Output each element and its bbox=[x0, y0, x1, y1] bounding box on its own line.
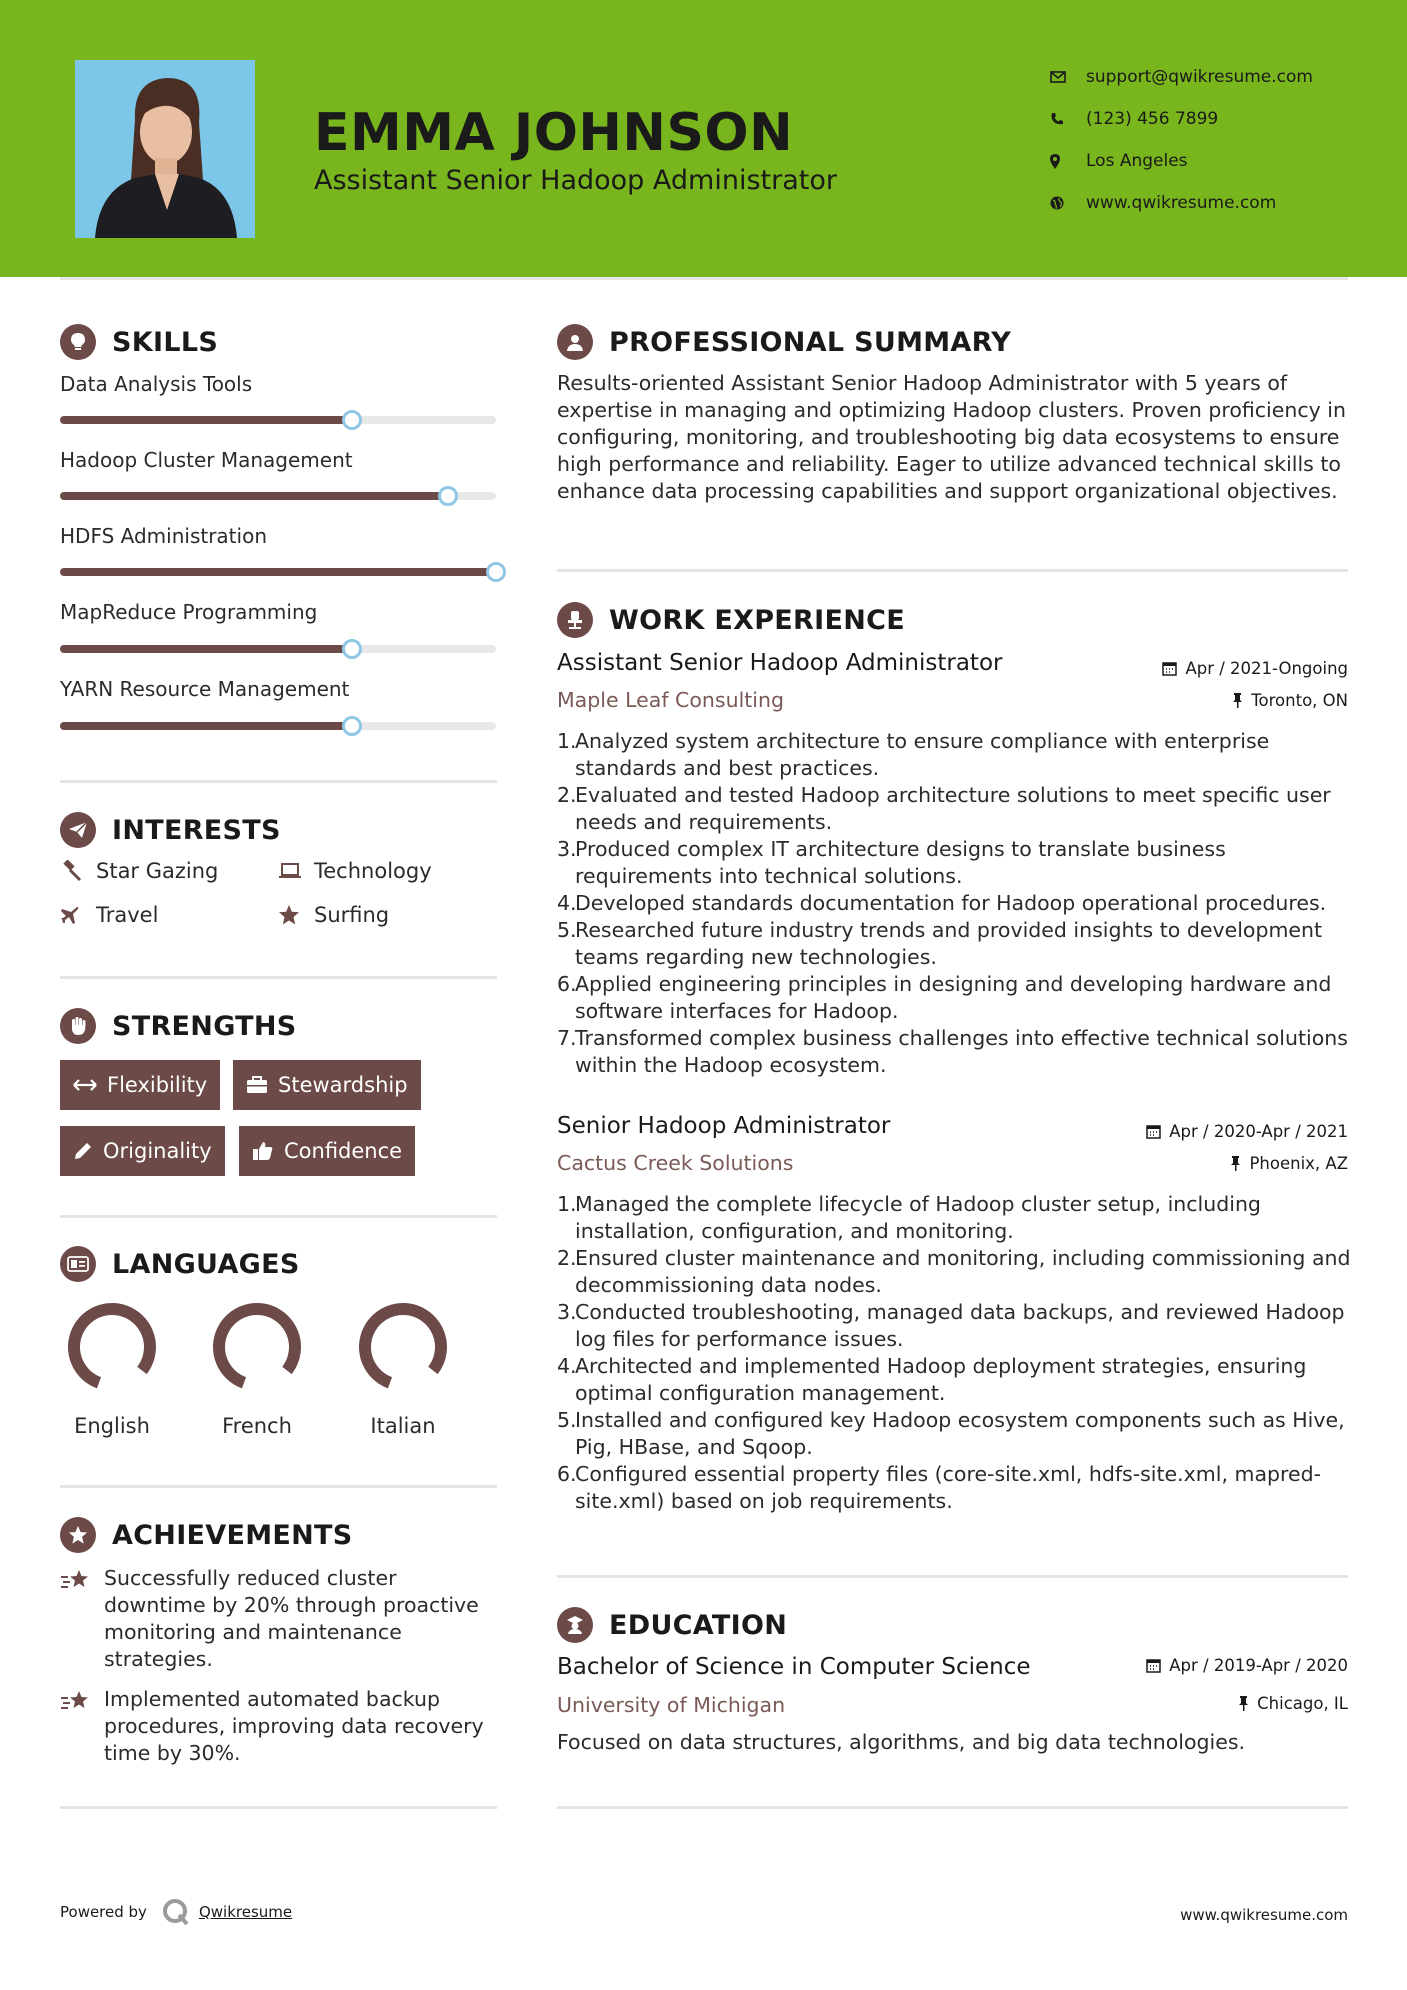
contact-location bbox=[1050, 140, 1313, 182]
degree-title: Bachelor of Science in Computer Science bbox=[557, 1654, 1031, 1680]
job-bullets bbox=[557, 1191, 1357, 1515]
list-item: 6. Configured essential property files (core-site.xml, hdfs-site.xml, mapred-site.xml) based on job requirements. bbox=[557, 1461, 1357, 1515]
bullet-text: Architected and implemented Hadoop deployment strategies, ensuring optimal configuration management. bbox=[575, 1354, 1307, 1405]
skill-bar bbox=[60, 492, 496, 500]
achievement-item bbox=[60, 1686, 500, 1767]
section-divider bbox=[60, 1215, 497, 1218]
skill-bar-fill bbox=[60, 492, 448, 500]
list-item: 7. Transformed complex business challenges into effective technical solutions within the Hadoop ecosystem. bbox=[557, 1025, 1357, 1079]
list-item: 4. Developed standards documentation for Hadoop operational procedures. bbox=[557, 891, 1327, 915]
skill-bar-knob bbox=[342, 410, 362, 430]
skills-title: SKILLS bbox=[112, 326, 219, 358]
skill-label: Hadoop Cluster Management bbox=[60, 448, 353, 472]
fist-icon bbox=[60, 1008, 96, 1044]
language-label: French bbox=[222, 1414, 292, 1438]
bullet-text: Analyzed system architecture to ensure compliance with enterprise standards and best practices. bbox=[575, 729, 1270, 780]
skill-bar-knob bbox=[438, 486, 458, 506]
job-company: Cactus Creek Solutions bbox=[557, 1151, 794, 1175]
bullet-text: Installed and configured key Hadoop ecosystem components such as Hive, Pig, HBase, and Sqoop. bbox=[575, 1408, 1345, 1459]
skill-bar-fill bbox=[60, 416, 352, 424]
work-title: WORK EXPERIENCE bbox=[609, 604, 905, 636]
skill-bar bbox=[60, 722, 496, 730]
phone-text: (123) 456 7899 bbox=[1086, 109, 1219, 129]
list-item: 1. Managed the complete lifecycle of Hadoop cluster setup, including installation, configuration, and monitoring. bbox=[557, 1191, 1357, 1245]
section-divider bbox=[557, 1806, 1348, 1809]
website-link[interactable]: www.qwikresume.com bbox=[1086, 193, 1277, 213]
header-divider bbox=[60, 277, 1348, 280]
section-divider bbox=[60, 780, 497, 783]
contact-list bbox=[1050, 56, 1313, 224]
interest-label: Surfing bbox=[314, 903, 390, 927]
education-date bbox=[1146, 1656, 1348, 1675]
list-item: 6. Applied engineering principles in designing and developing hardware and software interfaces for Hadoop. bbox=[557, 971, 1357, 1025]
graduate-icon bbox=[557, 1607, 593, 1643]
interest-label: Travel bbox=[96, 903, 159, 927]
bullet-text: Evaluated and tested Hadoop architecture solutions to meet specific user needs and requirements. bbox=[575, 783, 1331, 834]
skills-heading bbox=[60, 324, 218, 360]
lightbulb-icon bbox=[60, 324, 96, 360]
interests-heading bbox=[60, 812, 281, 848]
skill-bar bbox=[60, 568, 496, 576]
skill-bar-fill bbox=[60, 722, 352, 730]
candidate-name: EMMA JOHNSON bbox=[314, 103, 794, 163]
languages-heading bbox=[60, 1246, 300, 1282]
bullet-text: Conducted troubleshooting, managed data backups, and reviewed Hadoop log files for performance issues. bbox=[575, 1300, 1345, 1351]
bullet-text: Produced complex IT architecture designs to translate business requirements into technical solutions. bbox=[575, 837, 1226, 888]
strength-label: Confidence bbox=[284, 1139, 403, 1163]
skill-bar bbox=[60, 416, 496, 424]
header-banner bbox=[0, 0, 1407, 277]
footer-powered-by bbox=[60, 1897, 292, 1927]
job-title: Assistant Senior Hadoop Administrator bbox=[557, 650, 1003, 676]
list-item: 4. Architected and implemented Hadoop deployment strategies, ensuring optimal configuration management. bbox=[557, 1353, 1357, 1407]
language-item bbox=[57, 1300, 167, 1438]
map-pin-icon bbox=[1050, 154, 1086, 169]
strength-label: Stewardship bbox=[278, 1073, 408, 1097]
section-divider bbox=[60, 1806, 497, 1809]
achievement-text: Successfully reduced cluster downtime by 20% through proactive monitoring and maintenance strategies. bbox=[104, 1566, 479, 1671]
candidate-title: Assistant Senior Hadoop Administrator bbox=[314, 165, 837, 196]
globe-icon bbox=[1050, 196, 1086, 210]
contact-phone bbox=[1050, 98, 1313, 140]
laptop-icon bbox=[278, 862, 308, 880]
contact-email bbox=[1050, 56, 1313, 98]
list-item: 2. Evaluated and tested Hadoop architecture solutions to meet specific user needs and requirements. bbox=[557, 782, 1357, 836]
skill-label: HDFS Administration bbox=[60, 524, 267, 548]
calendar-icon bbox=[1146, 1658, 1161, 1673]
education-heading bbox=[557, 1607, 787, 1643]
strength-tag bbox=[239, 1126, 415, 1176]
achievement-item bbox=[60, 1565, 500, 1673]
languages-title: LANGUAGES bbox=[112, 1248, 300, 1280]
star-icon bbox=[278, 904, 308, 926]
arrows-horizontal-icon bbox=[73, 1079, 97, 1091]
pushpin-icon bbox=[1230, 1156, 1241, 1171]
interest-label: Technology bbox=[314, 859, 432, 883]
job-location bbox=[1232, 691, 1348, 710]
star-badge-icon bbox=[60, 1517, 96, 1553]
language-ring bbox=[65, 1300, 159, 1394]
footer-website-link[interactable]: www.qwikresume.com bbox=[1180, 1906, 1348, 1924]
contact-website bbox=[1050, 182, 1313, 224]
job-bullets bbox=[557, 728, 1357, 1079]
gavel-icon bbox=[60, 860, 90, 882]
achievements-title: ACHIEVEMENTS bbox=[112, 1519, 353, 1551]
list-item: 3. Produced complex IT architecture designs to translate business requirements into technical solutions. bbox=[557, 836, 1357, 890]
job-date-text: Apr / 2020-Apr / 2021 bbox=[1169, 1122, 1348, 1141]
language-item bbox=[348, 1300, 458, 1438]
work-heading bbox=[557, 602, 905, 638]
section-divider bbox=[60, 1485, 497, 1488]
skill-bar-knob bbox=[342, 716, 362, 736]
education-title: EDUCATION bbox=[609, 1609, 788, 1641]
skill-label: MapReduce Programming bbox=[60, 600, 318, 624]
language-label: Italian bbox=[370, 1414, 436, 1438]
office-chair-icon bbox=[557, 602, 593, 638]
language-card-icon bbox=[60, 1246, 96, 1282]
skill-label: YARN Resource Management bbox=[60, 677, 350, 701]
list-item: 1. Analyzed system architecture to ensure compliance with enterprise standards and best practices. bbox=[557, 728, 1357, 782]
user-icon bbox=[557, 324, 593, 360]
list-item: 5. Researched future industry trends and provided insights to development teams regarding new technologies. bbox=[557, 917, 1357, 971]
calendar-icon bbox=[1146, 1124, 1161, 1139]
section-divider bbox=[557, 569, 1348, 572]
skill-bar-knob bbox=[342, 639, 362, 659]
summary-title: PROFESSIONAL SUMMARY bbox=[609, 326, 1012, 358]
bullet-text: Transformed complex business challenges into effective technical solutions within the Hadoop ecosystem. bbox=[575, 1026, 1348, 1077]
bullet-text: Configured essential property files (core-site.xml, hdfs-site.xml, mapred-site.xml) based on job requirements. bbox=[575, 1462, 1322, 1513]
skill-bar-fill bbox=[60, 645, 352, 653]
paper-plane-icon bbox=[60, 812, 96, 848]
skill-bar-fill bbox=[60, 568, 496, 576]
strength-tag bbox=[233, 1060, 421, 1110]
skill-label: Data Analysis Tools bbox=[60, 372, 253, 396]
school-name: University of Michigan bbox=[557, 1693, 786, 1717]
skill-bar bbox=[60, 645, 496, 653]
achievements-heading bbox=[60, 1517, 353, 1553]
skill-bar-knob bbox=[486, 562, 506, 582]
job-location-text: Toronto, ON bbox=[1251, 691, 1348, 710]
phone-icon bbox=[1050, 112, 1086, 126]
bullet-text: Developed standards documentation for Hadoop operational procedures. bbox=[575, 891, 1327, 915]
language-label: English bbox=[74, 1414, 150, 1438]
calendar-icon bbox=[1162, 661, 1177, 676]
envelope-icon bbox=[1050, 71, 1086, 83]
list-item: 2. Ensured cluster maintenance and monitoring, including commissioning and decommissioning data nodes. bbox=[557, 1245, 1357, 1299]
location-text: Los Angeles bbox=[1086, 151, 1188, 171]
language-item bbox=[202, 1300, 312, 1438]
education-description: Focused on data structures, algorithms, and big data technologies. bbox=[557, 1730, 1246, 1754]
language-ring bbox=[210, 1300, 304, 1394]
job-company: Maple Leaf Consulting bbox=[557, 688, 785, 712]
pencil-icon bbox=[73, 1141, 93, 1161]
job-title: Senior Hadoop Administrator bbox=[557, 1113, 891, 1139]
job-location bbox=[1230, 1154, 1348, 1173]
list-item: 3. Conducted troubleshooting, managed data backups, and reviewed Hadoop log files for performance issues. bbox=[557, 1299, 1357, 1353]
interest-label: Star Gazing bbox=[96, 859, 219, 883]
strength-tag bbox=[60, 1126, 225, 1176]
section-divider bbox=[557, 1575, 1348, 1578]
summary-heading bbox=[557, 324, 1011, 360]
powered-by-text: Powered by bbox=[60, 1903, 147, 1921]
strengths-title: STRENGTHS bbox=[112, 1010, 297, 1042]
bullet-text: Applied engineering principles in designing and developing hardware and software interfaces for Hadoop. bbox=[575, 972, 1332, 1023]
summary-text: Results-oriented Assistant Senior Hadoop Administrator with 5 years of expertise in managing and optimizing Hadoop clusters. Proven proficiency in configuring, monitoring, and troubleshooting big data ecosystems to ensure high performance and reliability. Eager to utilize advanced technical skills to enhance data processing capabilities and support organizational objectives. bbox=[557, 371, 1346, 503]
thumbs-up-icon bbox=[252, 1141, 274, 1161]
strength-label: Originality bbox=[103, 1139, 212, 1163]
interest-item bbox=[60, 859, 218, 883]
section-divider bbox=[60, 976, 497, 979]
job-date-text: Apr / 2021-Ongoing bbox=[1185, 659, 1348, 678]
achievement-text: Implemented automated backup procedures, improving data recovery time by 30%. bbox=[104, 1687, 484, 1765]
pushpin-icon bbox=[1238, 1696, 1249, 1711]
interests-title: INTERESTS bbox=[112, 814, 281, 846]
qwikresume-link[interactable]: Qwikresume bbox=[198, 1903, 293, 1921]
shooting-star-icon bbox=[60, 1686, 104, 1767]
education-location bbox=[1238, 1694, 1348, 1713]
strength-label: Flexibility bbox=[107, 1073, 208, 1097]
interest-item bbox=[278, 903, 389, 927]
education-date-text: Apr / 2019-Apr / 2020 bbox=[1169, 1656, 1348, 1675]
bullet-text: Ensured cluster maintenance and monitoring, including commissioning and decommissioning data nodes. bbox=[575, 1246, 1351, 1297]
strengths-heading bbox=[60, 1008, 297, 1044]
language-ring bbox=[356, 1300, 450, 1394]
education-location-text: Chicago, IL bbox=[1257, 1694, 1348, 1713]
strength-tag bbox=[60, 1060, 220, 1110]
job-date bbox=[1146, 1122, 1348, 1141]
pushpin-icon bbox=[1232, 693, 1243, 708]
interest-item bbox=[60, 903, 158, 927]
interest-item bbox=[278, 859, 432, 883]
briefcase-icon bbox=[246, 1076, 268, 1094]
shooting-star-icon bbox=[60, 1565, 104, 1673]
plane-icon bbox=[60, 905, 90, 925]
qwikresume-logo-icon bbox=[161, 1897, 191, 1927]
bullet-text: Managed the complete lifecycle of Hadoop cluster setup, including installation, configuration, and monitoring. bbox=[575, 1192, 1261, 1243]
job-location-text: Phoenix, AZ bbox=[1249, 1154, 1348, 1173]
email-link[interactable]: support@qwikresume.com bbox=[1086, 67, 1313, 87]
list-item: 5. Installed and configured key Hadoop ecosystem components such as Hive, Pig, HBase, and Sqoop. bbox=[557, 1407, 1357, 1461]
bullet-text: Researched future industry trends and provided insights to development teams regarding new technologies. bbox=[575, 918, 1323, 969]
job-date bbox=[1162, 659, 1348, 678]
profile-photo bbox=[75, 60, 255, 238]
